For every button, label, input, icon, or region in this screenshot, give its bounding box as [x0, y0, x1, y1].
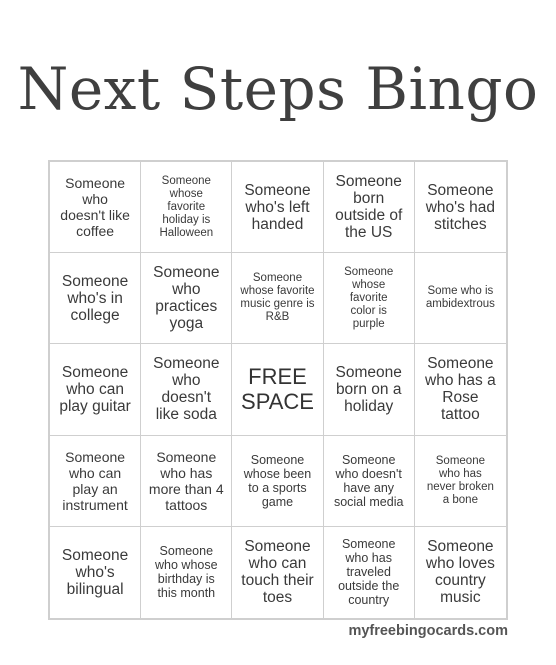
bingo-cell[interactable]: [232, 527, 323, 618]
bingo-cell-text: Someone who can play an instrument: [62, 448, 128, 513]
bingo-cell-text: Someone born on a holiday: [335, 363, 402, 415]
site-credit: myfreebingocards.com: [348, 623, 508, 639]
bingo-cell-text: Someone who has never broken a bone: [426, 454, 494, 506]
bingo-cell-text: Some who is ambidextrous: [425, 285, 495, 311]
bingo-cell-text: Someone who doesn't like coffee: [60, 175, 130, 240]
bingo-cell[interactable]: [324, 527, 415, 618]
bingo-cell[interactable]: [141, 253, 232, 344]
bingo-cell[interactable]: [415, 527, 506, 618]
bingo-cell-text: Someone who doesn't like soda: [153, 355, 220, 424]
bingo-cell-text: Someone whose favorite color is purple: [344, 265, 394, 330]
bingo-cell-text: Someone who whose birthday is this month: [155, 544, 218, 601]
bingo-cell-text: Someone who practices yoga: [153, 264, 220, 333]
bingo-cell[interactable]: [50, 344, 141, 435]
bingo-cell-text: Someone who has more than 4 tattoos: [148, 448, 224, 513]
bingo-cell[interactable]: [50, 527, 141, 618]
bingo-cell-text: Someone who's left handed: [244, 181, 311, 233]
free-space-cell[interactable]: [232, 344, 323, 435]
bingo-card: [48, 160, 508, 620]
bingo-cell[interactable]: [415, 436, 506, 527]
bingo-cell-text: Someone who loves country music: [425, 538, 495, 607]
bingo-cell[interactable]: [324, 436, 415, 527]
bingo-cell[interactable]: [232, 253, 323, 344]
bingo-cell-text: Someone who can play guitar: [59, 363, 131, 415]
bingo-cell[interactable]: [232, 436, 323, 527]
bingo-cell[interactable]: [141, 344, 232, 435]
bingo-cell-text: Someone who's bilingual: [61, 546, 129, 598]
bingo-cell-text: Someone who's had stitches: [425, 181, 496, 233]
bingo-cell[interactable]: [232, 162, 323, 253]
bingo-cell[interactable]: [141, 162, 232, 253]
bingo-cell[interactable]: [415, 344, 506, 435]
bingo-cell[interactable]: [324, 344, 415, 435]
bingo-cell[interactable]: [415, 162, 506, 253]
page-title: Next Steps Bingo: [17, 55, 539, 123]
bingo-cell[interactable]: [141, 527, 232, 618]
bingo-cell[interactable]: [415, 253, 506, 344]
bingo-cell[interactable]: [141, 436, 232, 527]
bingo-cell[interactable]: [50, 162, 141, 253]
bingo-cell[interactable]: [50, 253, 141, 344]
bingo-cell-text: Someone whose been to a sports game: [243, 452, 312, 509]
bingo-cell-text: Someone who doesn't have any social media: [333, 452, 404, 509]
bingo-cell-text: Someone whose favorite music genre is R&B: [240, 272, 315, 324]
bingo-cell-text: Someone whose favorite holiday is Halloween: [159, 174, 214, 239]
bingo-cell[interactable]: [50, 436, 141, 527]
free-space-text: FREE SPACE: [241, 364, 314, 415]
bingo-cell-text: Someone who's in college: [61, 272, 129, 324]
bingo-cell[interactable]: [324, 162, 415, 253]
bingo-cell-text: Someone who has traveled outside the country: [338, 537, 400, 608]
bingo-cell-text: Someone born outside of the US: [335, 173, 403, 242]
bingo-cell-text: Someone who can touch their toes: [241, 538, 314, 607]
bingo-cell[interactable]: [324, 253, 415, 344]
bingo-cell-text: Someone who has a Rose tattoo: [425, 355, 496, 424]
